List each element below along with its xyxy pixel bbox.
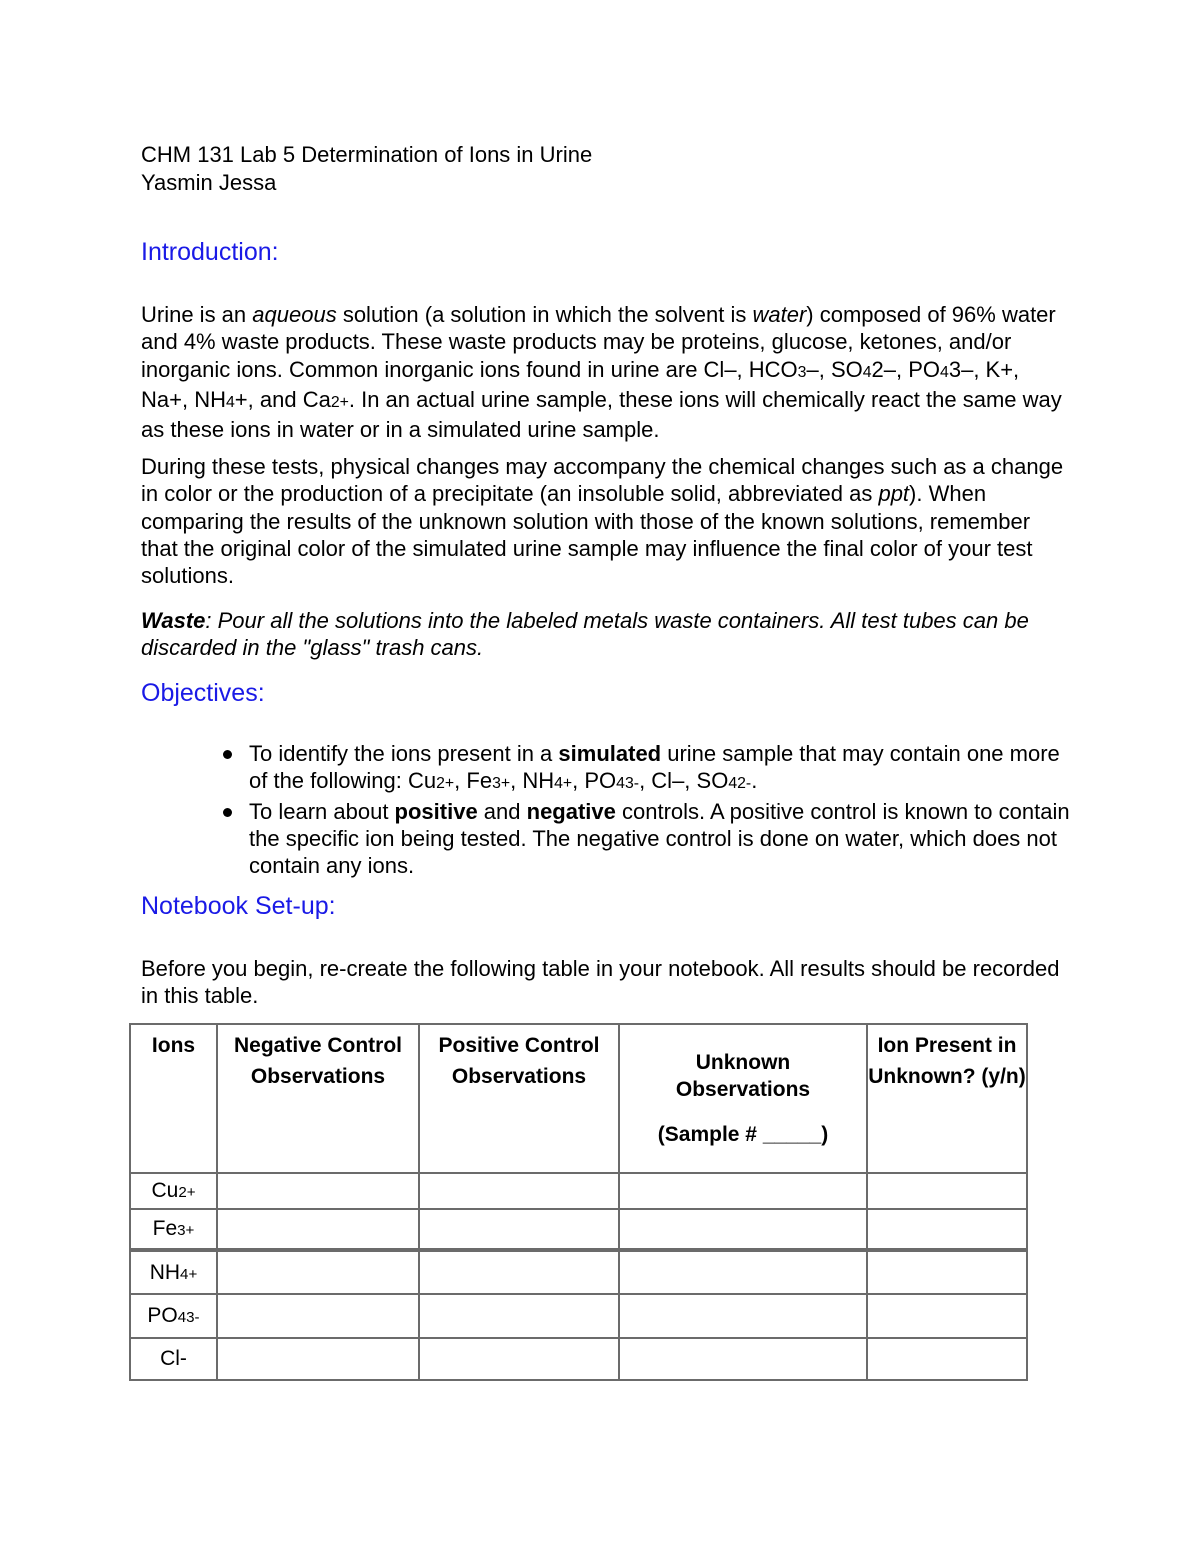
bullet-icon (223, 750, 232, 759)
ion-cell: Cl- (130, 1338, 217, 1380)
header-positive-control: Positive Control Observations (419, 1024, 619, 1173)
table-cell (419, 1294, 619, 1338)
introduction-heading: Introduction: (141, 238, 279, 266)
notebook-heading: Notebook Set-up: (141, 892, 336, 920)
header-ion-present: Ion Present in Unknown? (y/n) (867, 1024, 1027, 1173)
ion-cell: PO43- (130, 1294, 217, 1338)
waste-note: Waste: Pour all the solutions into the labeled metals waste containers. All test tubes can be discarded in the "glass" trash cans. (141, 608, 1029, 661)
notebook-text: Before you begin, re-create the following table in your notebook. All results should be recorded in this table. (141, 956, 1060, 1009)
objectives-list (141, 740, 1071, 879)
header-negative-control: Negative Control Observations (217, 1024, 419, 1173)
header-ions: Ions (130, 1024, 217, 1173)
doc-author: Yasmin Jessa (141, 170, 277, 195)
ion-cell: Fe3+ (130, 1209, 217, 1250)
table-row (130, 1250, 1027, 1294)
ion-cell: Cu2+ (130, 1173, 217, 1209)
intro-paragraph-1: Urine is an aqueous solution (a solution in which the solvent is water) composed of 96% water and 4% waste products. These waste products may be proteins, glucose, ketones, and/or inorganic ions. Common inorganic ions found in urine are Cl–, HCO3–, SO42–, PO43–, K+, Na+, NH4+, and Ca2+. In an actual urine sample, these ions will chemically react the same way as these ions in water or in a simulated urine sample. (141, 302, 1062, 443)
intro-paragraph-2: During these tests, physical changes may accompany the chemical changes such as a change in color or the production of a precipitate (an insoluble solid, abbreviated as ppt). When comparing the results of the unknown solution with those of the known solutions, remember that the original color of the simulated urine sample may influence the final color of your test solutions. (141, 454, 1064, 589)
table-cell (619, 1250, 867, 1294)
table-cell (619, 1209, 867, 1250)
doc-title: CHM 131 Lab 5 Determination of Ions in Urine (141, 142, 593, 167)
table-row (130, 1173, 1027, 1209)
table-cell (419, 1250, 619, 1294)
table-row (130, 1338, 1027, 1380)
table-header-row (130, 1024, 1027, 1173)
table-cell (217, 1294, 419, 1338)
table-cell (217, 1173, 419, 1209)
table-cell (619, 1173, 867, 1209)
objectives-heading: Objectives: (141, 679, 265, 707)
header-unknown: Unknown Observations (Sample # _____) (619, 1024, 867, 1173)
observations-table (129, 1023, 1028, 1381)
table-cell (867, 1173, 1027, 1209)
table-row (130, 1294, 1027, 1338)
table-cell (619, 1294, 867, 1338)
table-cell (217, 1338, 419, 1380)
table-row (130, 1209, 1027, 1250)
objective-item: To identify the ions present in a simulated urine sample that may contain one more of the following: Cu2+, Fe3+, NH4+, PO43-, Cl–, SO42-. (141, 740, 1071, 798)
table-cell (867, 1209, 1027, 1250)
table-cell (217, 1250, 419, 1294)
table-cell (217, 1209, 419, 1250)
table-cell (867, 1338, 1027, 1380)
table-cell (619, 1338, 867, 1380)
bullet-icon (223, 808, 232, 817)
objective-item: To learn about positive and negative controls. A positive control is known to contain the specific ion being tested. The negative control is done on water, which does not contain any ions. (141, 798, 1071, 880)
table-cell (867, 1294, 1027, 1338)
table-cell (419, 1338, 619, 1380)
table-cell (419, 1173, 619, 1209)
table-cell (867, 1250, 1027, 1294)
ion-cell: NH4+ (130, 1250, 217, 1294)
table-cell (419, 1209, 619, 1250)
